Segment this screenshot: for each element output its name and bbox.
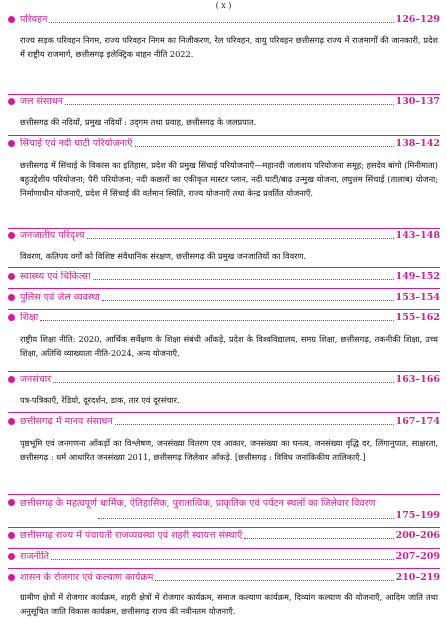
page-range: 153–154 [395, 292, 440, 303]
divider [8, 371, 440, 372]
page-range: 210–219 [395, 572, 440, 583]
divider [8, 494, 440, 495]
bullet-icon [8, 140, 15, 147]
entry-title: राजनीति [20, 551, 50, 562]
bullet-icon [8, 294, 15, 301]
toc-entry-employment-welfare[interactable] [8, 572, 440, 618]
divider [8, 527, 440, 528]
dot-leader [65, 104, 394, 105]
toc-entry-panchayati-raj[interactable] [8, 530, 440, 544]
divider [8, 228, 440, 229]
bullet-icon [8, 273, 15, 280]
divider [8, 94, 440, 95]
divider [8, 288, 440, 289]
page-range: 155–162 [395, 312, 440, 323]
bullet-icon [8, 98, 15, 105]
page-range: 149–152 [395, 271, 440, 282]
bullet-icon [8, 16, 15, 23]
toc-entry-water-resources[interactable] [8, 96, 440, 129]
entry-title: पुलिस एवं जेल व्यवस्था [20, 292, 100, 303]
entry-title: शिक्षा [20, 312, 39, 323]
dot-leader [155, 580, 393, 581]
dot-leader [244, 538, 393, 539]
page-range: 163–166 [395, 374, 440, 385]
page-range: 126–129 [395, 14, 440, 25]
page-range: 138–142 [395, 138, 440, 149]
dot-leader [135, 146, 394, 147]
toc-entry-tourist-places[interactable] [8, 497, 440, 525]
dot-leader [93, 279, 394, 280]
entry-title: छत्तीसगढ़ में मानव संसाधन [20, 416, 113, 427]
page-number: ( x ) [215, 1, 232, 10]
dot-leader [40, 320, 393, 321]
divider [8, 135, 440, 136]
page-range: 200–206 [395, 530, 440, 541]
entry-description: पत्र-पत्रिकाएँ, रेडियो, दूरदर्शन, डाक, तार एवं दूरसंचार. [20, 395, 180, 405]
entry-title: परिवहन [20, 14, 48, 25]
dot-leader [98, 518, 394, 519]
toc-entry-politics[interactable] [8, 551, 440, 565]
entry-title: छत्तीसगढ़ राज्य में पंचायती राजव्यवस्था एवं शहरी स्वायत्त संस्थाएँ [20, 530, 243, 541]
dot-leader [51, 559, 394, 560]
entry-title: सिंचाई एवं नदी घाटी परियोजनाएँ [20, 138, 133, 149]
bullet-icon [8, 232, 15, 239]
entry-title: जल संसाधन [20, 96, 63, 107]
entry-description: राष्ट्रीय शिक्षा नीति: 2020, आर्थिक सर्वेक्षण के शिक्षा संबंधी आँकड़े, प्रदेश के विश्वविद्यालय, समग्र शिक्षा, छत्तीसगढ़, तकनीकी शिक्षा, उच्च शिक्षा, अतिथि व्याख्याता नीति-2024, अन्य योजनाएँ. [20, 334, 438, 358]
toc-entry-human-resources[interactable] [8, 416, 440, 464]
entry-description: छत्तीसगढ़ की नदियाँ, प्रमुख नदियाँ : उद्‌गम तथा प्रवाह, छत्तीसगढ़ के जलप्रपात. [20, 117, 257, 127]
toc-entry-police[interactable] [8, 292, 440, 306]
entry-title: छत्तीसगढ़ के महत्वपूर्ण धार्मिक, ऐतिहासिक, पुरातात्विक, प्राकृतिक एवं पर्यटन स्थलों का जिलेवार विवरण [20, 498, 376, 509]
toc-entry-education[interactable] [8, 312, 440, 360]
entry-title: स्वास्थ्य एवं चिकित्सा [20, 271, 91, 282]
page-range: 143–148 [395, 230, 440, 241]
dot-leader [102, 300, 394, 301]
entry-title: जनजातीय परिदृश्य [20, 230, 85, 241]
divider [8, 309, 440, 310]
dot-leader [87, 238, 394, 239]
bullet-icon [8, 499, 15, 506]
divider [8, 568, 440, 569]
dot-leader [53, 382, 393, 383]
page-range: 130–137 [395, 96, 440, 107]
divider [8, 412, 440, 413]
toc-entry-irrigation[interactable] [8, 138, 440, 200]
divider [8, 548, 440, 549]
bullet-icon [8, 418, 15, 425]
bullet-icon [8, 532, 15, 539]
entry-description: पृष्ठभूमि एवं जनगणना आँकड़ों का विश्लेषण, जनसंख्या वितरण एव आकार, जनसंख्या का घनत्व, जनसंख्या वृद्धि दर, लिंगानुपात, साक्षरता, छत्तीसगढ़ : धर्म आधारित जनसंख्या 2011, छत्तीसगढ़ जिलेवार आँकड़े. [छत्तीसगढ़ : विविध जनांकिकीय तालिकाएँ.] [20, 438, 438, 462]
divider [8, 267, 440, 268]
page-range: 175–199 [395, 510, 440, 521]
bullet-icon [8, 553, 15, 560]
dot-leader [49, 22, 393, 23]
toc-entry-tribal[interactable] [8, 230, 440, 263]
entry-title: शासन के रोजगार एवं कल्याण कार्यक्रम [20, 572, 154, 583]
page-range: 167–174 [395, 416, 440, 427]
bullet-icon [8, 314, 15, 321]
entry-description: छत्तीसगढ़ में सिंचाई के विकास का इतिहास, प्रदेश की प्रमुख सिंचाई परियोजनाएँ—महानदी जलाशय परियोजना समूह; हसदेव बांगो (मिनीमाता) बहुउद्देशीय परियोजना; पैरी परियोजना; नदी कछारों का एकीकृत मास्टर प्लान, नदी घाटी/बाढ़ उन्मुख योजना, लघुत्तम सिंचाई (तालाब) योजना; निर्माणाधीन योजनाएँ, प्रदेश में सिंचाई की वर्तमान स्थिति, राज्य योजनाएँ तथा केन्द्र प्रवर्तित योजनाएँ. [20, 160, 438, 198]
entry-description: राज्य सड़क परिवहन निगम, राज्य परिवहन निगम का निजीकरण, रेल परिवहन, वायु परिवहन छत्तीसगढ़ राज्य में राजमार्गों की जानकारी, प्रदेश में राष्ट्रीय राजमार्ग, छत्तीसगढ़ इलेक्ट्रिक वाहन नीति 2022. [20, 35, 438, 59]
toc-entry-health[interactable] [8, 271, 440, 285]
page-range: 207–209 [395, 551, 440, 562]
toc-entry-transport[interactable] [8, 14, 440, 61]
bullet-icon [8, 376, 15, 383]
bullet-icon [8, 574, 15, 581]
entry-description: ग्रामीण क्षेत्रों में रोजगार कार्यक्रम, शहरी क्षेत्रों में रोजगार कार्यक्रम, समाज कल्याण कार्यक्रम, दिव्यांग कल्याण की योजनाएँ, आदिम जाति तथा अनुसूचित जाति विकास कार्यक्रम, छत्तीसगढ़ राज्य की नवीनतम योजनाएँ. [20, 592, 438, 616]
dot-leader [115, 424, 394, 425]
toc-entry-mass-communication[interactable] [8, 374, 440, 407]
entry-title: जनसंचार [20, 374, 52, 385]
entry-description: विवरण, कतिपय वर्गों को विशिष्ट संवैधानिक संरक्षण, छत्तीसगढ़ की प्रमुख जनजातियों का विवरण. [20, 251, 307, 261]
